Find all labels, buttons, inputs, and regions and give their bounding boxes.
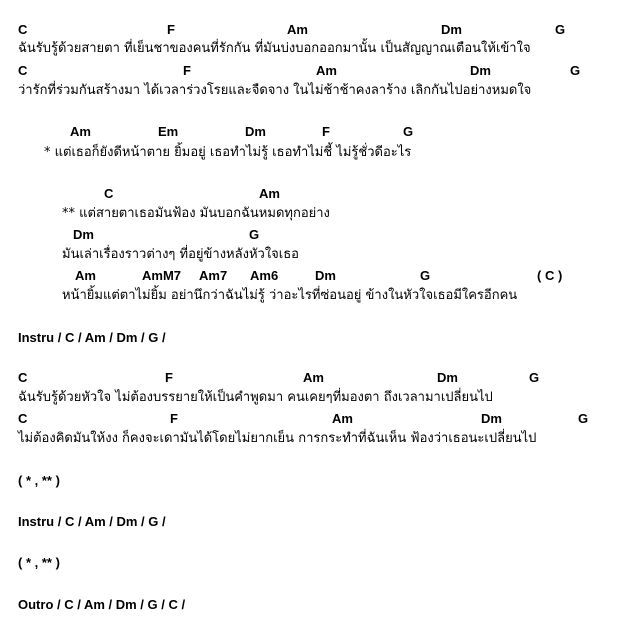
chord: G [420,268,431,283]
chord: C [104,186,114,201]
chord: Am6 [250,268,279,283]
lyric-line: หน้ายิ้มแต่ตาไม่ยิ้ม อย่านึกว่าฉันไม่รู้ ว่าอะไรที่ซ่อนอยู่ ข้างในหัวใจเธอมีใครอีกคน [62,288,518,303]
repeat-marker: ( * , ** ) [18,473,60,488]
lyric-line: ** แต่สายตาเธอมันฟ้อง มันบอกฉันหมดทุกอย่าง [62,206,330,221]
chord: Dm [315,268,336,283]
chord: G [578,411,589,426]
chord: Dm [470,63,491,78]
chord: Dm [437,370,458,385]
chord: ( C ) [537,268,563,283]
chord: AmM7 [142,268,182,283]
chord: Am7 [199,268,228,283]
chord: Am [259,186,280,201]
repeat-marker: ( * , ** ) [18,555,60,570]
chord: G [529,370,540,385]
chord: Am [303,370,324,385]
chord: Am [287,22,308,37]
lyric-line: ฉันรับรู้ด้วยหัวใจ ไม่ต้องบรรยายให้เป็นคำพูดมา คนเคยๆที่มองตา ถึงเวลามาเปลี่ยนไป [18,390,493,405]
instrumental-line: Instru / C / Am / Dm / G / [18,514,166,529]
chord: Am [70,124,91,139]
chord: F [322,124,330,139]
lyric-line: * แต่เธอก็ยังดีหน้าตาย ยิ้มอยู่ เธอทำไม่รู้ เธอทำไม่ชี้ ไม่รู้ชั่วดีอะไร [44,145,412,160]
lyric-line: ว่ารักที่ร่วมกันสร้างมา ได้เวลาร่วงโรยและจืดจาง ในไม่ช้าช้าคงลาร้าง เลิกกันไปอย่างหมดใจ [18,83,532,98]
chord: Am [316,63,337,78]
chord: C [18,370,28,385]
chord: Dm [441,22,462,37]
lyric-line: มันเล่าเรื่องราวต่างๆ ที่อยู่ข้างหลังหัวใจเธอ [62,247,299,262]
chord: G [249,227,260,242]
chord: Dm [245,124,266,139]
chord: F [165,370,173,385]
chord: Em [158,124,179,139]
chord: Am [332,411,353,426]
chord: G [555,22,566,37]
chord: C [18,22,28,37]
instrumental-line: Instru / C / Am / Dm / G / [18,330,166,345]
chord: C [18,63,28,78]
lyric-line: ไม่ต้องคิดมันให้งง ก็คงจะเดามันได้โดยไม่ยากเย็น การกระทำที่ฉันเห็น ฟ้องว่าเธอนะเปลี่ยนไป [18,431,537,446]
lyric-line: ฉันรับรู้ด้วยสายตา ที่เย็นชาของคนที่รักกัน ที่มันบ่งบอกออกมานั้น เป็นสัญญาณเตือนให้เข้าใจ [18,41,531,56]
outro-line: Outro / C / Am / Dm / G / C / [18,597,186,612]
chord: G [403,124,414,139]
chord: F [170,411,178,426]
chord: Dm [481,411,502,426]
chord: F [183,63,191,78]
chord: G [570,63,581,78]
chord: F [167,22,175,37]
chord: C [18,411,28,426]
chord: Dm [73,227,94,242]
chord: Am [75,268,96,283]
